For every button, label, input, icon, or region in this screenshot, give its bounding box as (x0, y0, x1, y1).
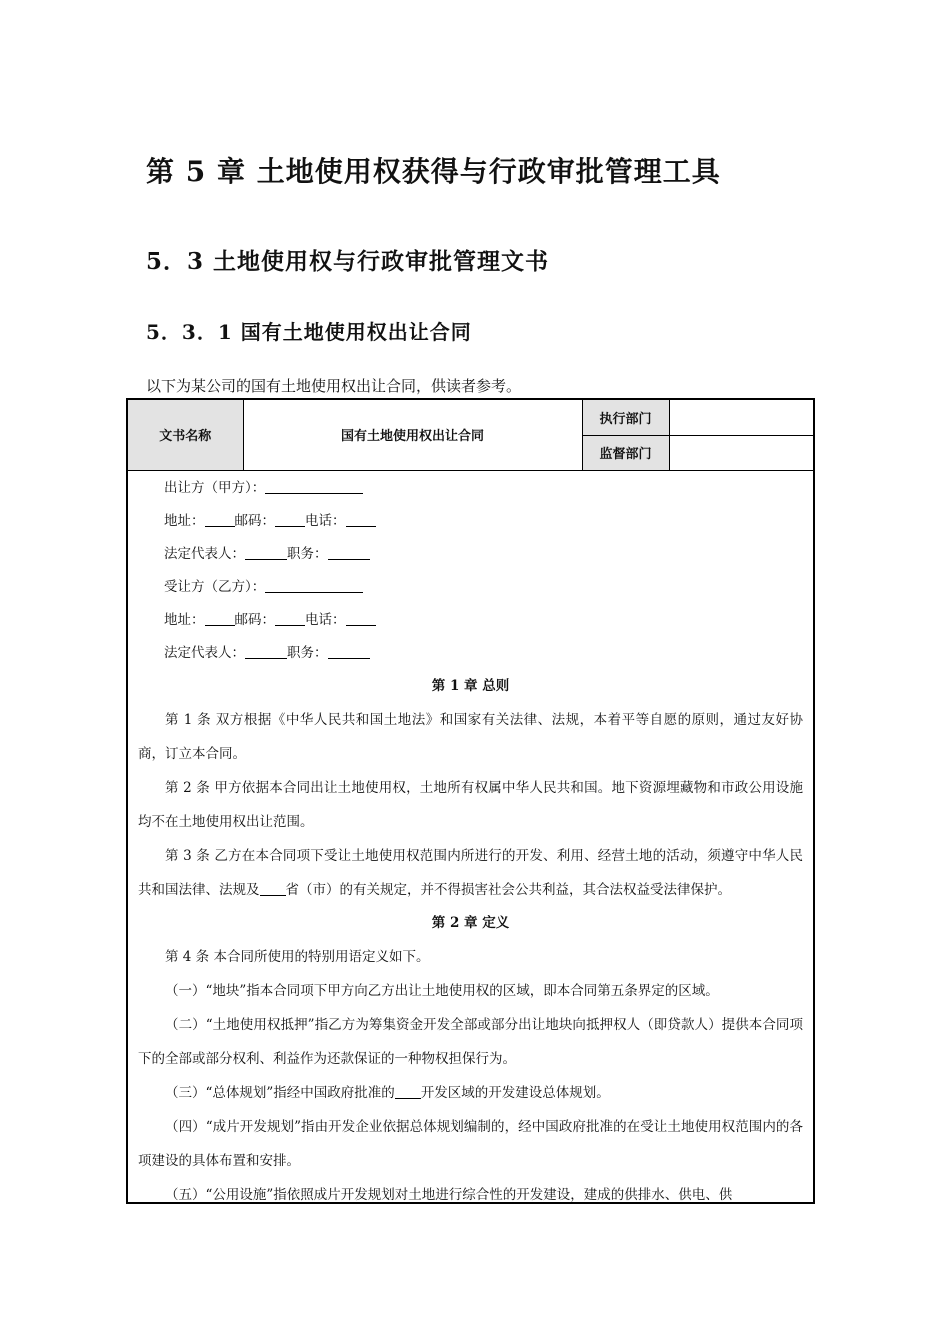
definition-4: （四）“成片开发规划”指由开发企业依据总体规划编制的，经中国政府批准的在受让土地使用权范围内的各项建设的具体布置和安排。 (138, 1118, 803, 1169)
contract-document (126, 398, 815, 1204)
blank (395, 1084, 421, 1099)
definition-5: （五）“公用设施”指依照成片开发规划对土地进行综合性的开发建设，建成的供排水、供电、供 (165, 1186, 733, 1203)
article-3 (138, 839, 803, 907)
doc-name-label: 文书名称 (128, 400, 243, 470)
address-label: 地址： (164, 611, 205, 628)
blank (346, 512, 376, 527)
grantee-rep-line (138, 637, 803, 670)
position-label: 职务： (287, 545, 328, 562)
address-label: 地址： (164, 512, 205, 529)
article-1: 第 1 条 双方根据《中华人民共和国土地法》和国家有关法律、法规，本着平等自愿的原则，通过友好协商，订立本合同。 (138, 711, 803, 762)
blank (205, 512, 235, 527)
phone-label: 电话： (305, 611, 346, 628)
chapter-2-heading: 第 2 章 定义 (431, 914, 510, 931)
grantee-line (138, 571, 803, 604)
blank (275, 512, 305, 527)
blank (328, 545, 370, 560)
blank (245, 545, 287, 560)
grantor-rep-line (138, 538, 803, 571)
document-header-table (128, 400, 813, 471)
postcode-label: 邮码： (234, 611, 275, 628)
definition-2: （二）“土地使用权抵押”指乙方为筹集资金开发全部或部分出让地块向抵押权人（即贷款人）提供本合同项下的全部或部分权利、利益作为还款保证的一种物权担保行为。 (138, 1016, 803, 1067)
section-heading: 5．3 土地使用权与行政审批管理文书 (146, 248, 550, 275)
definition-3-part-b: 开发区域的开发建设总体规划。 (420, 1084, 610, 1101)
article-3-part-a: 第 3 条 乙方在本合同项下受让土地使用权范围内所进行的开发、利用、经营土地的活动，须遵守中华人民共和国法律、法规及 (138, 847, 803, 898)
blank (265, 578, 363, 593)
blank (346, 611, 376, 626)
blank (328, 644, 370, 659)
chapter-1-heading: 第 1 章 总则 (431, 677, 510, 694)
subsection-heading: 5．3．1 国有土地使用权出让合同 (146, 320, 472, 344)
grantee-address-line (138, 604, 803, 637)
definition-3 (138, 1076, 803, 1110)
blank (260, 881, 286, 896)
definition-3-part-a: （三）“总体规划”指经中国政府批准的 (165, 1084, 395, 1101)
intro-text: 以下为某公司的国有土地使用权出让合同，供读者参考。 (146, 377, 522, 395)
postcode-label: 邮码： (234, 512, 275, 529)
rep-label: 法定代表人： (164, 644, 245, 661)
blank (275, 611, 305, 626)
contract-body (128, 472, 813, 1205)
chapter-heading: 第 5 章 土地使用权获得与行政审批管理工具 (146, 155, 721, 188)
grantee-label: 受让方（乙方）： (164, 578, 266, 595)
article-2: 第 2 条 甲方依据本合同出让土地使用权，土地所有权属中华人民共和国。地下资源埋藏物和市政公用设施均不在土地使用权出让范围。 (138, 779, 803, 830)
grantor-line (138, 472, 803, 505)
article-3-part-b: 省（市）的有关规定，并不得损害社会公共利益，其合法权益受法律保护。 (285, 881, 731, 898)
exec-dept-value (669, 400, 813, 435)
blank (245, 644, 287, 659)
doc-title: 国有土地使用权出让合同 (243, 400, 582, 470)
phone-label: 电话： (305, 512, 346, 529)
position-label: 职务： (287, 644, 328, 661)
blank (265, 479, 363, 494)
article-4: 第 4 条 本合同所使用的特别用语定义如下。 (165, 948, 430, 965)
definition-1: （一）“地块”指本合同项下甲方向乙方出让土地使用权的区域，即本合同第五条界定的区域。 (165, 982, 719, 999)
supervise-dept-value (669, 435, 813, 470)
supervise-dept-label: 监督部门 (582, 435, 669, 470)
grantor-label: 出让方（甲方）： (164, 479, 266, 496)
grantor-address-line (138, 505, 803, 538)
blank (205, 611, 235, 626)
exec-dept-label: 执行部门 (582, 400, 669, 435)
rep-label: 法定代表人： (164, 545, 245, 562)
